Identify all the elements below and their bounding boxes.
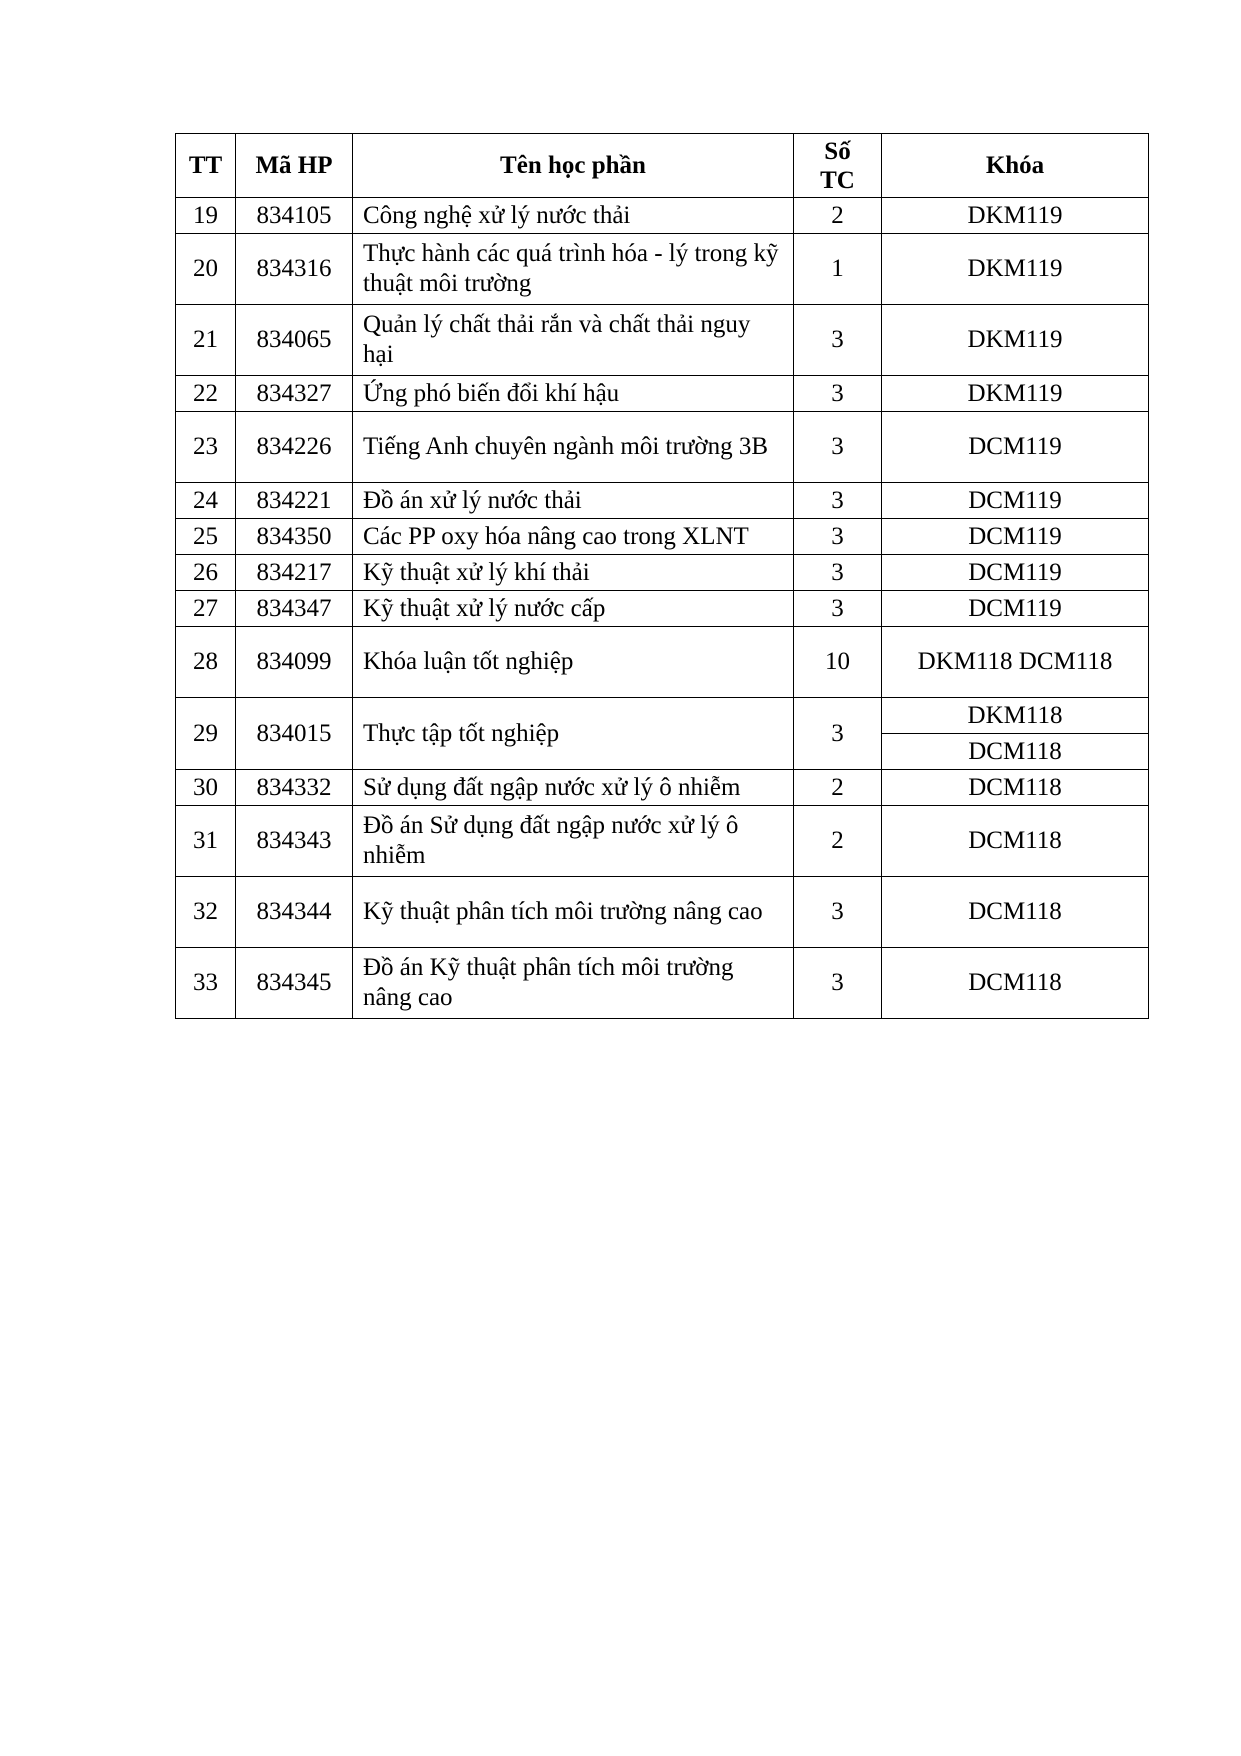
cell-khoa: DKM119 bbox=[882, 198, 1149, 234]
cell-khoa: DKM118 DCM118 bbox=[882, 627, 1149, 698]
cell-khoa: DCM119 bbox=[882, 519, 1149, 555]
cell-tt: 22 bbox=[176, 376, 236, 412]
header-so-tc bbox=[794, 134, 882, 198]
cell-khoa: DCM119 bbox=[882, 591, 1149, 627]
cell-khoa: DCM118 bbox=[882, 948, 1149, 1019]
table-row bbox=[176, 198, 1149, 234]
cell-khoa: DKM119 bbox=[882, 234, 1149, 305]
table-row bbox=[176, 234, 1149, 305]
cell-ten-hoc-phan: Đồ án Kỹ thuật phân tích môi trường nâng cao bbox=[353, 948, 794, 1019]
cell-tt: 33 bbox=[176, 948, 236, 1019]
cell-tt: 29 bbox=[176, 698, 236, 770]
cell-tt: 24 bbox=[176, 483, 236, 519]
cell-ten-hoc-phan: Ứng phó biến đổi khí hậu bbox=[353, 376, 794, 412]
cell-so-tc: 3 bbox=[794, 877, 882, 948]
cell-ma-hp: 834345 bbox=[236, 948, 353, 1019]
cell-tt: 25 bbox=[176, 519, 236, 555]
cell-tt: 30 bbox=[176, 770, 236, 806]
table-row bbox=[176, 591, 1149, 627]
cell-ten-hoc-phan: Tiếng Anh chuyên ngành môi trường 3B bbox=[353, 412, 794, 483]
cell-so-tc: 2 bbox=[794, 198, 882, 234]
cell-so-tc: 3 bbox=[794, 412, 882, 483]
cell-ma-hp: 834065 bbox=[236, 305, 353, 376]
cell-ma-hp: 834217 bbox=[236, 555, 353, 591]
table-row bbox=[176, 519, 1149, 555]
cell-khoa: DCM119 bbox=[882, 555, 1149, 591]
header-tt: TT bbox=[176, 134, 236, 198]
cell-tt: 27 bbox=[176, 591, 236, 627]
cell-ma-hp: 834344 bbox=[236, 877, 353, 948]
cell-ten-hoc-phan: Đồ án Sử dụng đất ngập nước xử lý ô nhiễm bbox=[353, 806, 794, 877]
cell-ma-hp: 834015 bbox=[236, 698, 353, 770]
cell-tt: 28 bbox=[176, 627, 236, 698]
table-row bbox=[176, 305, 1149, 376]
cell-khoa: DCM119 bbox=[882, 483, 1149, 519]
cell-ten-hoc-phan: Kỹ thuật phân tích môi trường nâng cao bbox=[353, 877, 794, 948]
cell-khoa: DCM119 bbox=[882, 412, 1149, 483]
cell-ma-hp: 834350 bbox=[236, 519, 353, 555]
cell-ten-hoc-phan: Sử dụng đất ngập nước xử lý ô nhiễm bbox=[353, 770, 794, 806]
cell-so-tc: 2 bbox=[794, 770, 882, 806]
cell-ma-hp: 834347 bbox=[236, 591, 353, 627]
header-ma-hp: Mã HP bbox=[236, 134, 353, 198]
header-so-tc-line1: Số bbox=[824, 137, 851, 165]
cell-khoa: DKM119 bbox=[882, 376, 1149, 412]
cell-ten-hoc-phan: Thực hành các quá trình hóa - lý trong kỹ thuật môi trường bbox=[353, 234, 794, 305]
table-row bbox=[176, 948, 1149, 1019]
cell-ma-hp: 834221 bbox=[236, 483, 353, 519]
cell-so-tc: 3 bbox=[794, 376, 882, 412]
cell-ma-hp: 834343 bbox=[236, 806, 353, 877]
table-row bbox=[176, 483, 1149, 519]
cell-so-tc: 1 bbox=[794, 234, 882, 305]
cell-ten-hoc-phan: Kỹ thuật xử lý nước cấp bbox=[353, 591, 794, 627]
table-row bbox=[176, 376, 1149, 412]
cell-ma-hp: 834099 bbox=[236, 627, 353, 698]
header-so-tc-line2: TC bbox=[820, 166, 855, 194]
table-row bbox=[176, 806, 1149, 877]
cell-tt: 21 bbox=[176, 305, 236, 376]
cell-khoa: DCM118 bbox=[882, 877, 1149, 948]
cell-ten-hoc-phan: Các PP oxy hóa nâng cao trong XLNT bbox=[353, 519, 794, 555]
cell-tt: 26 bbox=[176, 555, 236, 591]
cell-ten-hoc-phan: Công nghệ xử lý nước thải bbox=[353, 198, 794, 234]
cell-khoa: DCM118 bbox=[882, 770, 1149, 806]
table-row bbox=[176, 770, 1149, 806]
header-khoa: Khóa bbox=[882, 134, 1149, 198]
cell-so-tc: 10 bbox=[794, 627, 882, 698]
table-row bbox=[176, 627, 1149, 698]
cell-ma-hp: 834226 bbox=[236, 412, 353, 483]
cell-tt: 23 bbox=[176, 412, 236, 483]
cell-ten-hoc-phan: Thực tập tốt nghiệp bbox=[353, 698, 794, 770]
table-row bbox=[176, 412, 1149, 483]
header-ten-hoc-phan: Tên học phần bbox=[353, 134, 794, 198]
cell-ma-hp: 834316 bbox=[236, 234, 353, 305]
cell-so-tc: 3 bbox=[794, 698, 882, 770]
cell-so-tc: 3 bbox=[794, 948, 882, 1019]
cell-ma-hp: 834327 bbox=[236, 376, 353, 412]
cell-so-tc: 3 bbox=[794, 483, 882, 519]
cell-tt: 19 bbox=[176, 198, 236, 234]
cell-tt: 31 bbox=[176, 806, 236, 877]
table-header-row bbox=[176, 134, 1149, 198]
cell-so-tc: 2 bbox=[794, 806, 882, 877]
cell-tt: 20 bbox=[176, 234, 236, 305]
table-row bbox=[176, 877, 1149, 948]
cell-tt: 32 bbox=[176, 877, 236, 948]
cell-ma-hp: 834105 bbox=[236, 198, 353, 234]
cell-so-tc: 3 bbox=[794, 519, 882, 555]
cell-ten-hoc-phan: Đồ án xử lý nước thải bbox=[353, 483, 794, 519]
cell-khoa: DCM118 bbox=[882, 806, 1149, 877]
table-row bbox=[176, 555, 1149, 591]
course-table bbox=[175, 133, 1149, 1019]
cell-ma-hp: 834332 bbox=[236, 770, 353, 806]
cell-so-tc: 3 bbox=[794, 305, 882, 376]
cell-ten-hoc-phan: Kỹ thuật xử lý khí thải bbox=[353, 555, 794, 591]
cell-khoa: DKM118 bbox=[882, 698, 1149, 734]
cell-so-tc: 3 bbox=[794, 591, 882, 627]
table-row bbox=[176, 698, 1149, 734]
cell-khoa: DCM118 bbox=[882, 734, 1149, 770]
cell-ten-hoc-phan: Khóa luận tốt nghiệp bbox=[353, 627, 794, 698]
cell-ten-hoc-phan: Quản lý chất thải rắn và chất thải nguy hại bbox=[353, 305, 794, 376]
cell-so-tc: 3 bbox=[794, 555, 882, 591]
cell-khoa: DKM119 bbox=[882, 305, 1149, 376]
